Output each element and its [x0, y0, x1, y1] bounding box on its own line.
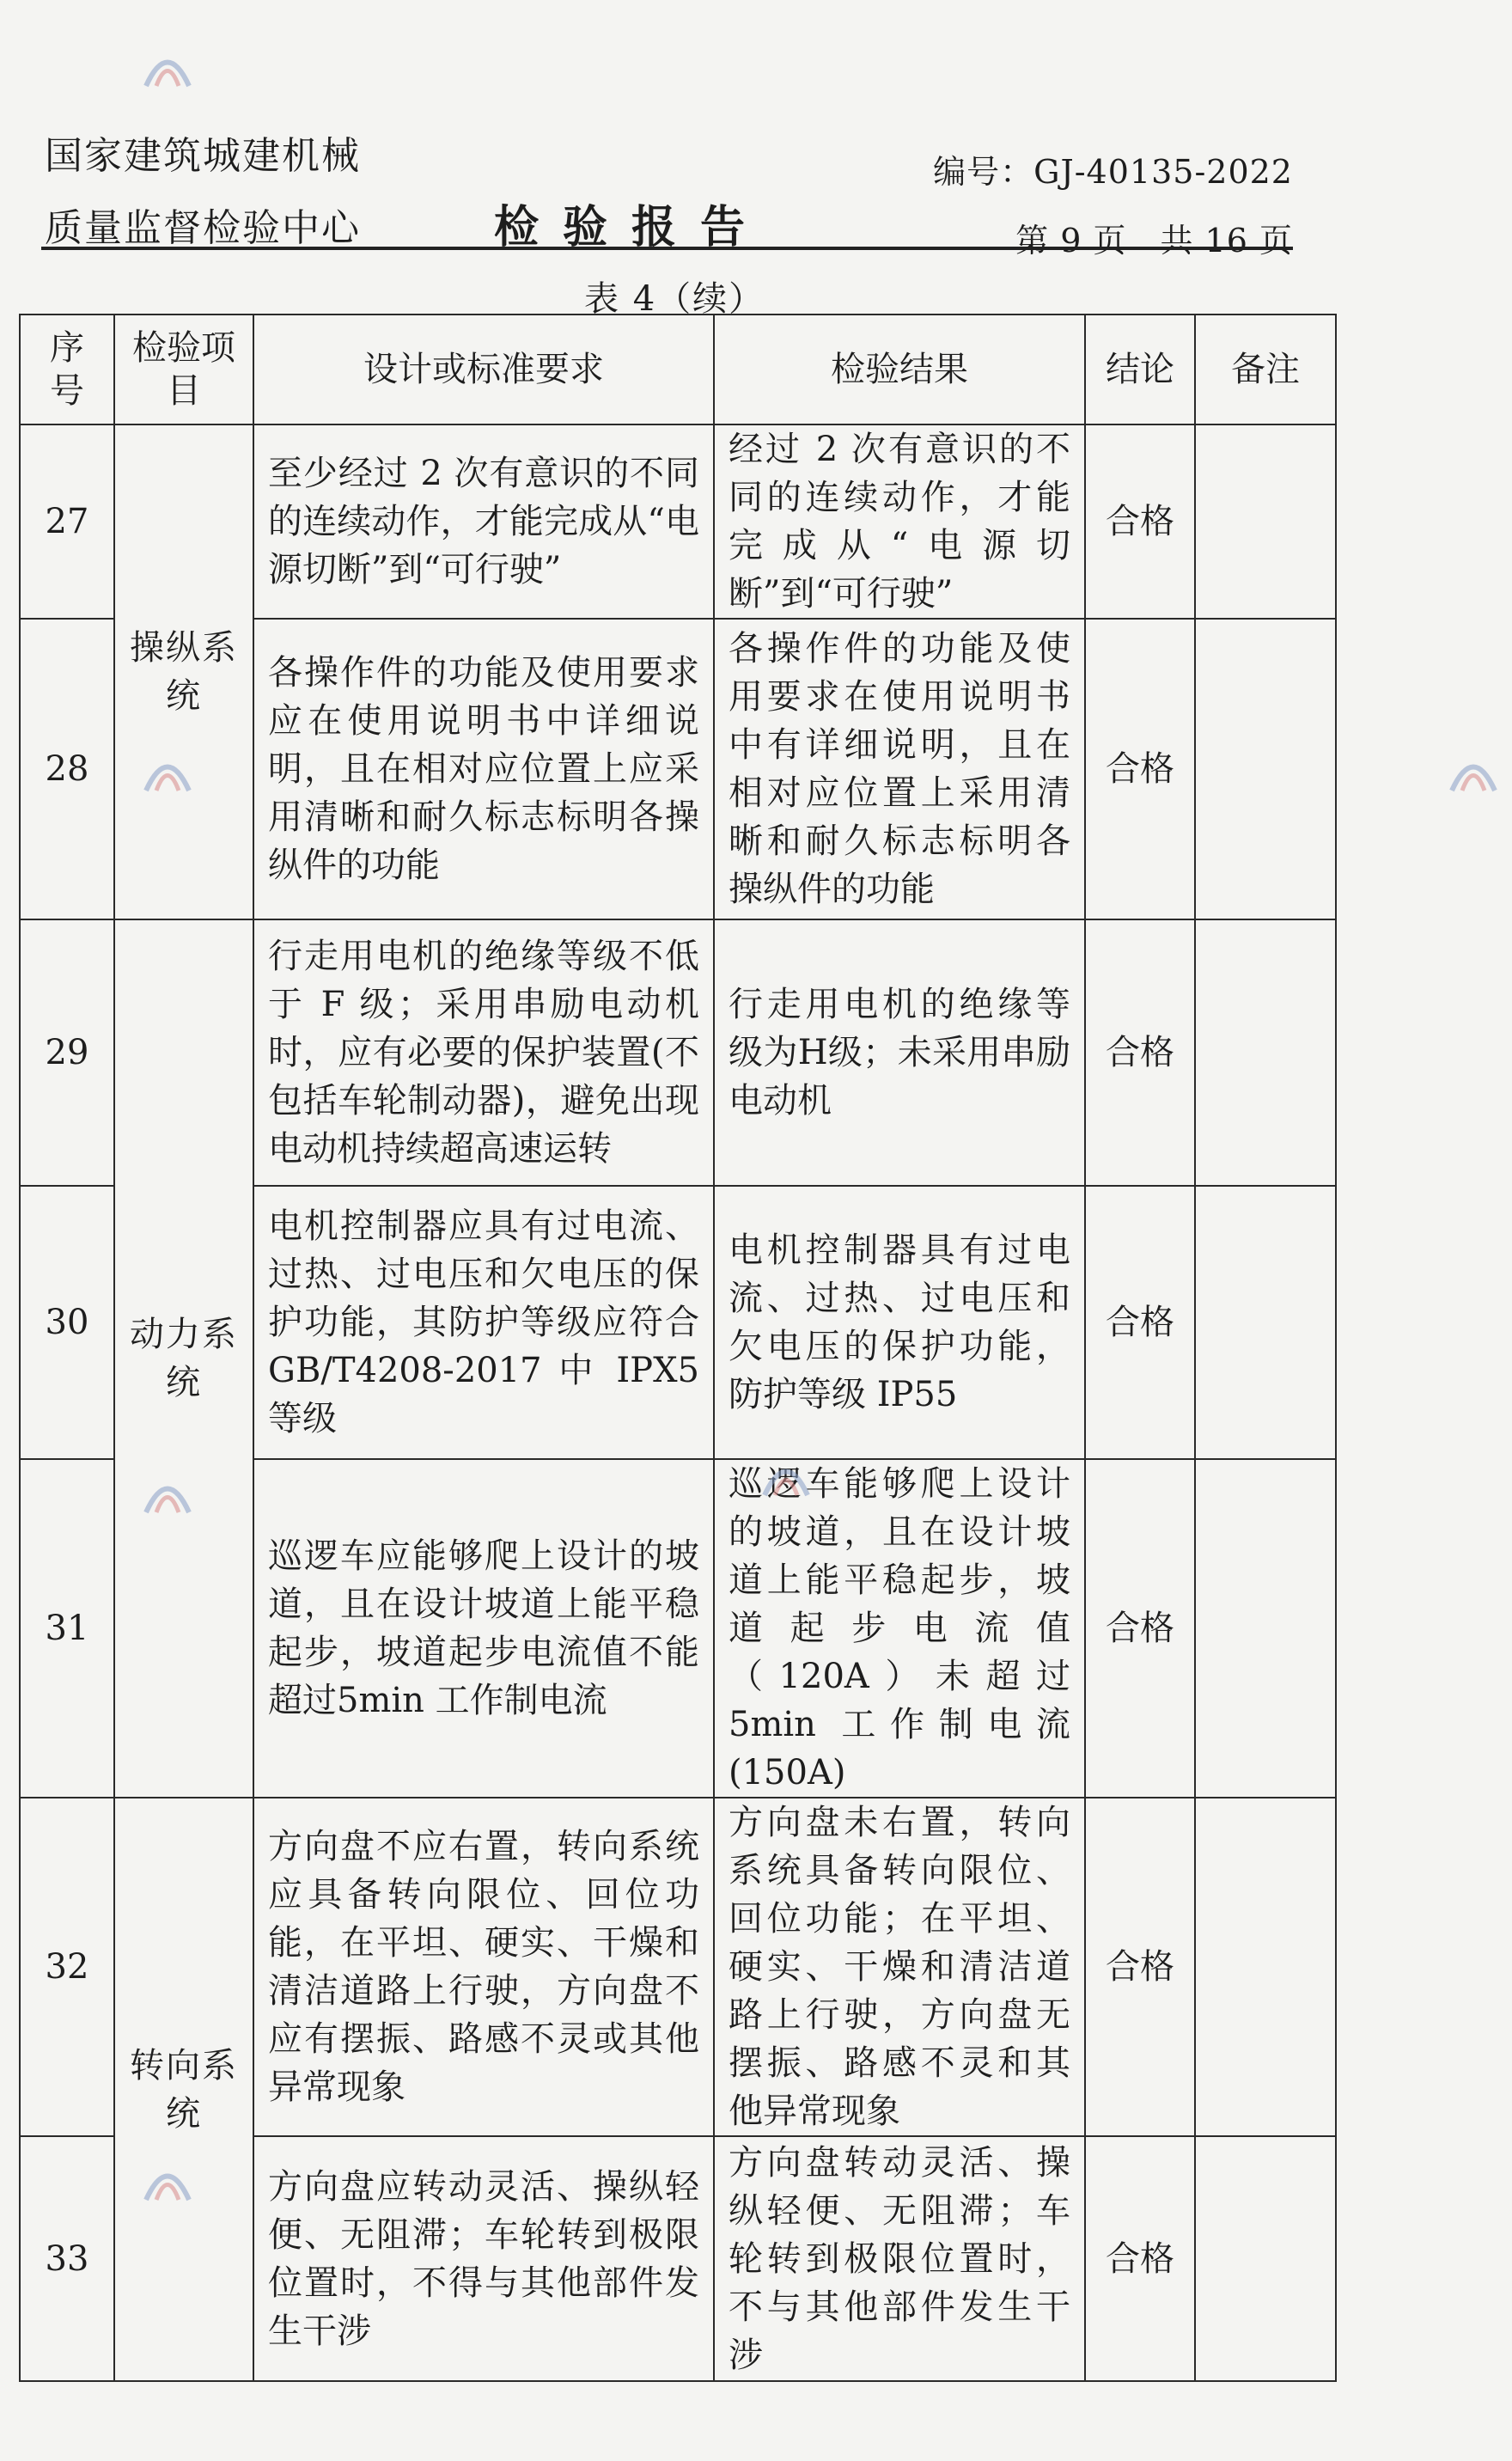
report-number: 编号：GJ-40135-2022 [933, 153, 1293, 191]
result-cell: 行走用电机的绝缘等级为H级；未采用串励电动机 [714, 919, 1085, 1186]
group-steering-system: 转向系统 [114, 1798, 253, 2381]
col-header-item: 检验项目 [114, 314, 253, 424]
remark-cell [1195, 424, 1336, 619]
report-title: 检验报告 [494, 201, 770, 253]
requirement-cell: 方向盘应转动灵活、操纵轻便、无阻滞；车轮转到极限位置时，不得与其他部件发生干涉 [253, 2136, 714, 2381]
conclusion-cell: 合格 [1085, 1186, 1195, 1459]
inspection-table [19, 314, 1337, 2382]
organization-name [45, 120, 361, 265]
result-cell: 巡逻车能够爬上设计的坡道，且在设计坡道上能平稳起步，坡道起步电流值（120A）未超过5min 工作制电流(150A) [714, 1459, 1085, 1798]
conclusion-cell: 合格 [1085, 1459, 1195, 1798]
remark-cell [1195, 1186, 1336, 1459]
header-divider [41, 247, 1293, 250]
table-row [20, 919, 1336, 1186]
result-cell: 方向盘未右置，转向系统具备转向限位、回位功能；在平坦、硬实、干燥和清洁道路上行驶，方向盘无摆振、路感不灵和其他异常现象 [714, 1798, 1085, 2136]
result-cell: 各操作件的功能及使用要求在使用说明书中有详细说明，且在相对应位置上采用清晰和耐久标志标明各操纵件的功能 [714, 619, 1085, 919]
result-cell: 经过 2 次有意识的不同的连续动作，才能完成从“电源切断”到“可行驶” [714, 424, 1085, 619]
remark-cell [1195, 2136, 1336, 2381]
remark-cell [1195, 1459, 1336, 1798]
requirement-cell: 各操作件的功能及使用要求应在使用说明书中详细说明，且在相对应位置上应采用清晰和耐久标志标明各操纵件的功能 [253, 619, 714, 919]
report-meta [933, 137, 1293, 275]
watermark-logo-icon [1443, 739, 1503, 808]
group-operating-system: 操纵系统 [114, 424, 253, 919]
conclusion-cell: 合格 [1085, 919, 1195, 1186]
col-header-result: 检验结果 [714, 314, 1085, 424]
page-info: 第 9 页 共 16 页 [1015, 222, 1293, 260]
conclusion-cell: 合格 [1085, 619, 1195, 919]
org-line-1: 国家建筑城建机械 [45, 134, 361, 178]
row-number: 31 [20, 1459, 114, 1798]
table-row [20, 424, 1336, 619]
requirement-cell: 至少经过 2 次有意识的不同的连续动作，才能完成从“电源切断”到“可行驶” [253, 424, 714, 619]
row-number: 29 [20, 919, 114, 1186]
remark-cell [1195, 919, 1336, 1186]
row-number: 30 [20, 1186, 114, 1459]
org-line-2: 质量监督检验中心 [45, 206, 361, 250]
remark-cell [1195, 619, 1336, 919]
group-power-system: 动力系统 [114, 919, 253, 1798]
requirement-cell: 电机控制器应具有过电流、过热、过电压和欠电压的保护功能，其防护等级应符合GB/T4208-2017 中 IPX5 等级 [253, 1186, 714, 1459]
conclusion-cell: 合格 [1085, 424, 1195, 619]
col-header-requirement: 设计或标准要求 [253, 314, 714, 424]
col-header-remark: 备注 [1195, 314, 1336, 424]
row-number: 32 [20, 1798, 114, 2136]
table-row [20, 1798, 1336, 2136]
remark-cell [1195, 1798, 1336, 2136]
row-number: 33 [20, 2136, 114, 2381]
row-number: 28 [20, 619, 114, 919]
result-cell: 电机控制器具有过电流、过热、过电压和欠电压的保护功能，防护等级 IP55 [714, 1186, 1085, 1459]
col-header-conclusion: 结论 [1085, 314, 1195, 424]
conclusion-cell: 合格 [1085, 2136, 1195, 2381]
requirement-cell: 巡逻车应能够爬上设计的坡道，且在设计坡道上能平稳起步，坡道起步电流值不能超过5min 工作制电流 [253, 1459, 714, 1798]
table-header-row [20, 314, 1336, 424]
row-number: 27 [20, 424, 114, 619]
requirement-cell: 行走用电机的绝缘等级不低于 F 级；采用串励电动机时，应有必要的保护装置(不包括车轮制动器)，避免出现电动机持续超高速运转 [253, 919, 714, 1186]
col-header-no: 序号 [20, 314, 114, 424]
conclusion-cell: 合格 [1085, 1798, 1195, 2136]
table-caption: 表 4（续） [584, 279, 765, 319]
requirement-cell: 方向盘不应右置，转向系统应具备转向限位、回位功能，在平坦、硬实、干燥和清洁道路上行驶，方向盘不应有摆振、路感不灵或其他异常现象 [253, 1798, 714, 2136]
watermark-logo-icon [137, 34, 198, 103]
result-cell: 方向盘转动灵活、操纵轻便、无阻滞；车轮转到极限位置时，不与其他部件发生干涉 [714, 2136, 1085, 2381]
